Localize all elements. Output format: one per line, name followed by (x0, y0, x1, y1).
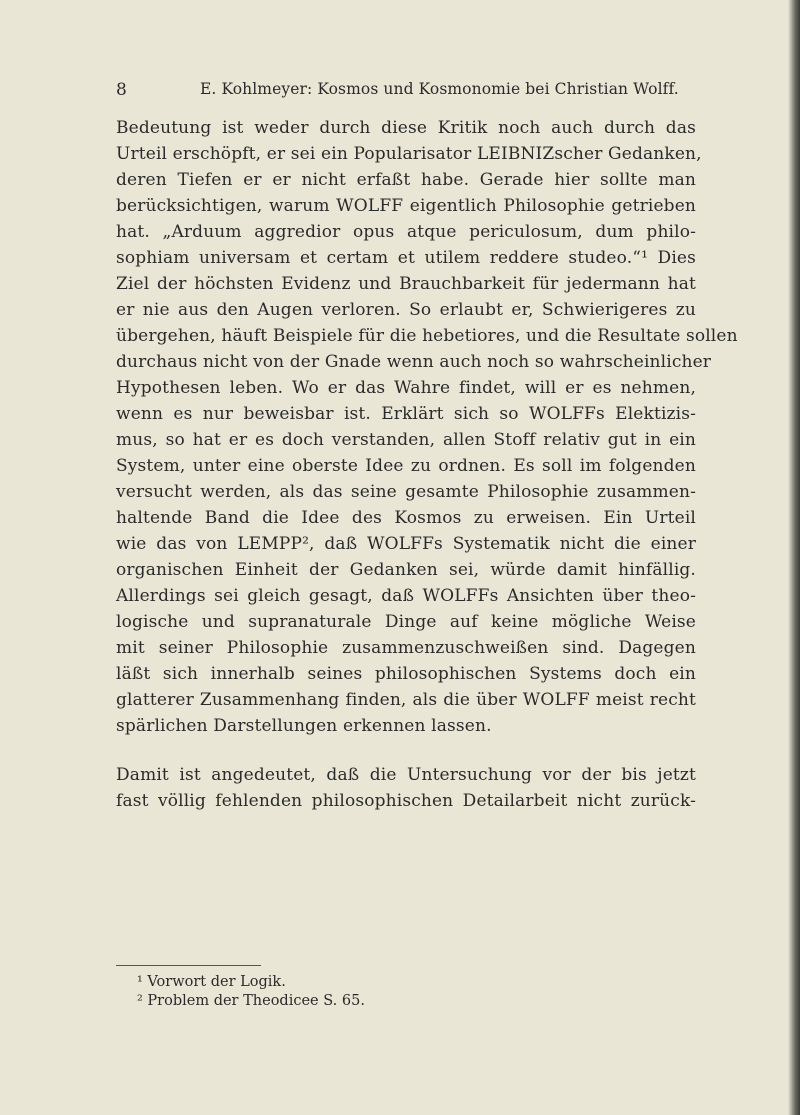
paragraph-2 (116, 762, 696, 814)
paragraph-1 (116, 115, 738, 739)
body-text (116, 115, 738, 814)
footnote: ¹ Vorwort der Logik. (137, 974, 286, 990)
text-line: sophiam universam et certam et utilem reddere studeo.“¹ Dies (116, 248, 696, 268)
text-line: versucht werden, als das seine gesamte Philosophie zusammen- (116, 482, 696, 502)
running-head: E. Kohlmeyer: Kosmos und Kosmonomie bei Christian Wolff. (200, 80, 679, 98)
text-line: berücksichtigen, warum WOLFF eigentlich Philosophie getrieben (116, 196, 696, 216)
text-line: Damit ist angedeutet, daß die Untersuchung vor der bis jetzt (116, 765, 696, 785)
page-edge-shadow (788, 0, 800, 1115)
page-header (116, 80, 696, 106)
text-line: glatterer Zusammenhang finden, als die über WOLFF meist recht (116, 690, 696, 710)
footnotes (137, 973, 365, 1011)
text-line: organischen Einheit der Gedanken sei, würde damit hinfällig. (116, 560, 696, 580)
text-line: spärlichen Darstellungen erkennen lassen. (116, 716, 492, 736)
text-line: mus, so hat er es doch verstanden, allen Stoff relativ gut in ein (116, 430, 696, 450)
text-line: Hypothesen leben. Wo er das Wahre findet, will er es nehmen, (116, 378, 696, 398)
text-line: Allerdings sei gleich gesagt, daß WOLFFs Ansichten über theo- (116, 586, 696, 606)
text-line: logische und supranaturale Dinge auf keine mögliche Weise (116, 612, 696, 632)
paragraph-gap (116, 739, 696, 762)
text-line: übergehen, häuft Beispiele für die hebetiores, und die Resultate sollen (116, 326, 738, 346)
text-line: hat. „Arduum aggredior opus atque periculosum, dum philo- (116, 222, 696, 242)
text-line: Urteil erschöpft, er sei ein Popularisator LEIBNIZscher Gedanken, (116, 144, 702, 164)
text-line: er nie aus den Augen verloren. So erlaubt er, Schwierigeres zu (116, 300, 696, 320)
text-line: Bedeutung ist weder durch diese Kritik noch auch durch das (116, 118, 696, 138)
footnote-rule (116, 965, 261, 966)
text-line: Ziel der höchsten Evidenz und Brauchbarkeit für jedermann hat (116, 274, 696, 294)
text-line: läßt sich innerhalb seines philosophischen Systems doch ein (116, 664, 696, 684)
text-line: wie das von LEMPP², daß WOLFFs Systematik nicht die einer (116, 534, 696, 554)
text-line: mit seiner Philosophie zusammenzuschweißen sind. Dagegen (116, 638, 696, 658)
text-line: deren Tiefen er er nicht erfaßt habe. Gerade hier sollte man (116, 170, 696, 190)
text-line: haltende Band die Idee des Kosmos zu erweisen. Ein Urteil (116, 508, 696, 528)
text-line: System, unter eine oberste Idee zu ordnen. Es soll im folgenden (116, 456, 696, 476)
text-line: fast völlig fehlenden philosophischen Detailarbeit nicht zurück- (116, 791, 696, 811)
text-line: durchaus nicht von der Gnade wenn auch noch so wahrscheinlicher (116, 352, 712, 372)
footnote: ² Problem der Theodicee S. 65. (137, 993, 365, 1009)
page-number: 8 (116, 80, 127, 100)
text-line: wenn es nur beweisbar ist. Erklärt sich so WOLFFs Elektizis- (116, 404, 696, 424)
